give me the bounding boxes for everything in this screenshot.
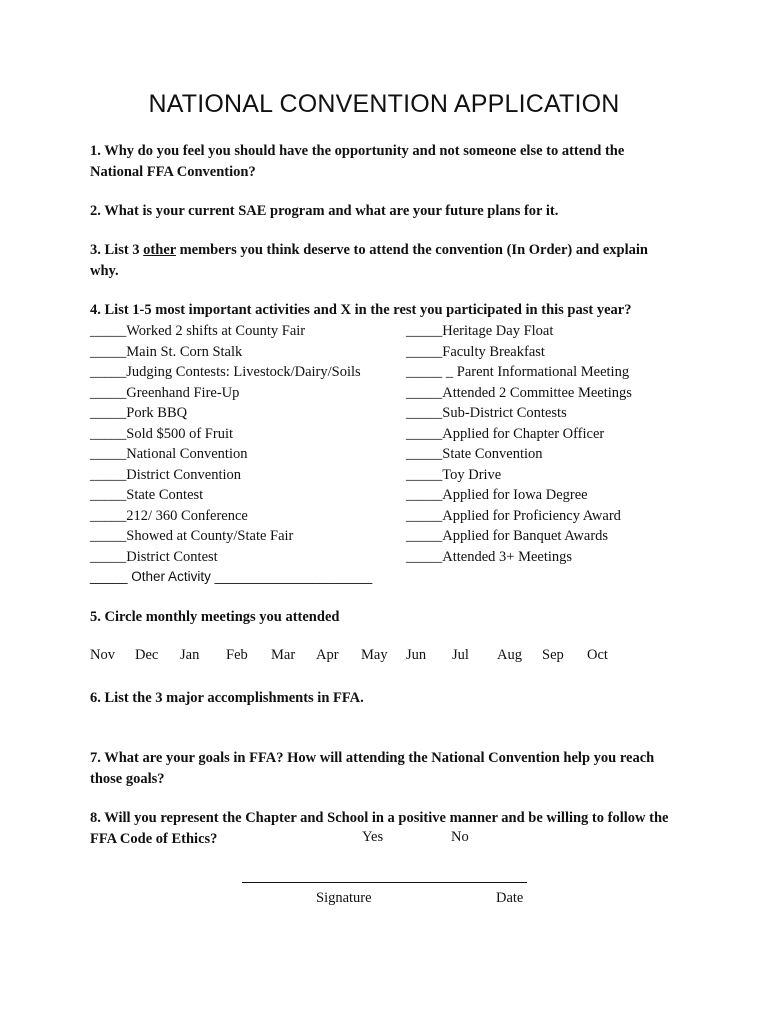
activity-item[interactable]: _____State Convention [406,446,543,462]
month-option[interactable]: Sep [542,647,564,663]
month-option[interactable]: Jan [180,647,200,663]
activity-item[interactable]: _____Faculty Breakfast [406,343,545,360]
signature-label: Signature [316,890,372,906]
activity-item[interactable]: _____Worked 2 shifts at County Fair [90,323,306,339]
month-option[interactable]: Aug [497,647,522,663]
month-option[interactable]: Nov [90,647,115,663]
month-option[interactable]: Mar [271,647,296,663]
activity-item[interactable]: _____Sold $500 of Fruit [90,425,233,442]
activity-item[interactable]: _____Showed at County/State Fair [90,528,294,544]
activity-item[interactable]: _____Pork BBQ [90,405,188,421]
question-3-end: members you think deserve to attend the convention (In Order) and explain why. [90,242,648,279]
question-1: 1. Why do you feel you should have the opportunity and not someone else to attend the National FFA Convention? [90,143,625,180]
activity-item[interactable]: _____State Contest [90,487,204,503]
month-option[interactable]: Apr [316,647,339,663]
date-label: Date [496,890,524,906]
question-3-underlined-word: other [143,242,176,258]
activity-item[interactable]: _____Attended 3+ Meetings [406,548,573,565]
activity-item[interactable]: _____Attended 2 Committee Meetings [406,384,632,401]
question-4: 4. List 1-5 most important activities and X in the rest you participated in this past year? [90,302,632,318]
month-option[interactable]: Oct [587,647,608,663]
question-7: 7. What are your goals in FFA? How will attending the National Convention help you reach those goals? [90,750,655,787]
other-activity-line[interactable]: _____ Other Activity _____________________ [90,569,373,584]
question-3 [90,240,680,281]
question-5: 5. Circle monthly meetings you attended [90,609,340,625]
activity-item[interactable]: _____Greenhand Fire-Up [90,384,240,401]
month-option[interactable]: Feb [226,647,248,663]
activity-item[interactable]: _____District Contest [90,548,218,565]
activity-item[interactable]: _____Applied for Banquet Awards [406,528,609,544]
page-title: NATIONAL CONVENTION APPLICATION [148,90,620,118]
activity-item[interactable]: _____Applied for Chapter Officer [406,425,605,442]
question-3-start: 3. List 3 [90,242,144,258]
activity-item[interactable]: _____212/ 360 Conference [90,507,248,524]
activity-item[interactable]: _____District Convention [90,466,242,483]
question-2: 2. What is your current SAE program and what are your future plans for it. [90,203,559,219]
activity-item[interactable]: _____Toy Drive [406,466,502,483]
yes-option[interactable]: Yes [362,829,384,845]
activity-item[interactable]: _____ _ Parent Informational Meeting [406,364,630,380]
month-option[interactable]: Jun [406,647,427,663]
activity-item[interactable]: _____Heritage Day Float [406,323,554,339]
signature-line[interactable] [242,882,527,883]
activity-item[interactable]: _____Judging Contests: Livestock/Dairy/Soils [90,364,361,380]
month-option[interactable]: Dec [135,647,159,663]
activity-item[interactable]: _____Sub-District Contests [406,405,567,421]
activity-item[interactable]: _____National Convention [90,446,248,462]
activity-item[interactable]: _____Main St. Corn Stalk [90,343,243,360]
question-8: 8. Will you represent the Chapter and School in a positive manner and be willing to follow the FFA Code of Ethics? [90,810,669,847]
activity-item[interactable]: _____Applied for Iowa Degree [406,487,588,503]
month-option[interactable]: May [361,647,388,663]
no-option[interactable]: No [451,829,469,845]
month-option[interactable]: Jul [452,647,469,663]
months-row [0,647,768,669]
activity-item[interactable]: _____Applied for Proficiency Award [406,507,621,524]
question-6: 6. List the 3 major accomplishments in FFA. [90,690,364,706]
